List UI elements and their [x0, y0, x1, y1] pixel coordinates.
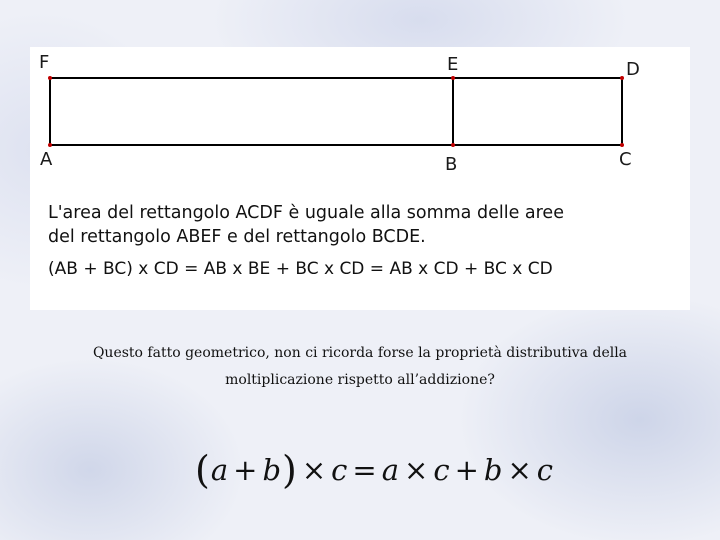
vertex-label-d: D — [626, 59, 640, 80]
statement-line-1: L'area del rettangolo ACDF è uguale alla somma delle aree — [48, 203, 564, 223]
point-d — [620, 76, 624, 80]
var-b: b — [262, 453, 283, 487]
var-a: a — [381, 453, 401, 487]
statement-line-2: del rettangolo ABEF e del rettangolo BCDE. — [48, 227, 426, 247]
point-b — [451, 143, 455, 147]
vertex-label-a: A — [40, 149, 53, 170]
plus-sign: + — [233, 453, 259, 487]
vertex-label-c: C — [619, 149, 632, 170]
times-sign: × — [404, 453, 430, 487]
figure-panel — [30, 47, 690, 310]
times-sign: × — [301, 453, 328, 487]
open-paren: ( — [195, 448, 211, 492]
var-c: c — [433, 453, 451, 487]
vertex-label-b: B — [445, 154, 458, 175]
var-c: c — [536, 453, 555, 487]
point-e — [451, 76, 455, 80]
vertex-label-f: F — [39, 52, 50, 73]
area-statement — [48, 201, 678, 249]
question-text — [90, 340, 630, 394]
question-line-1: Questo fatto geometrico, non ci ricorda forse la proprietà distributiva della — [92, 345, 628, 361]
var-a: a — [210, 453, 230, 487]
var-b: b — [483, 453, 504, 487]
distributive-formula — [195, 448, 554, 492]
point-a — [48, 143, 52, 147]
var-c: c — [331, 453, 349, 487]
segment-formula: (AB + BC) x CD = AB x BE + BC x CD = AB x CD + BC x CD — [48, 259, 553, 279]
times-sign: × — [507, 453, 533, 487]
point-f — [48, 76, 52, 80]
plus-sign: + — [454, 453, 480, 487]
question-line-2: moltiplicazione rispetto all’addizione? — [225, 372, 495, 388]
rectangle-diagram — [30, 47, 690, 187]
equals-sign: = — [352, 453, 378, 487]
vertex-label-e: E — [447, 54, 459, 75]
rectangle-acdf — [50, 78, 622, 145]
close-paren: ) — [282, 448, 298, 492]
point-c — [620, 143, 624, 147]
